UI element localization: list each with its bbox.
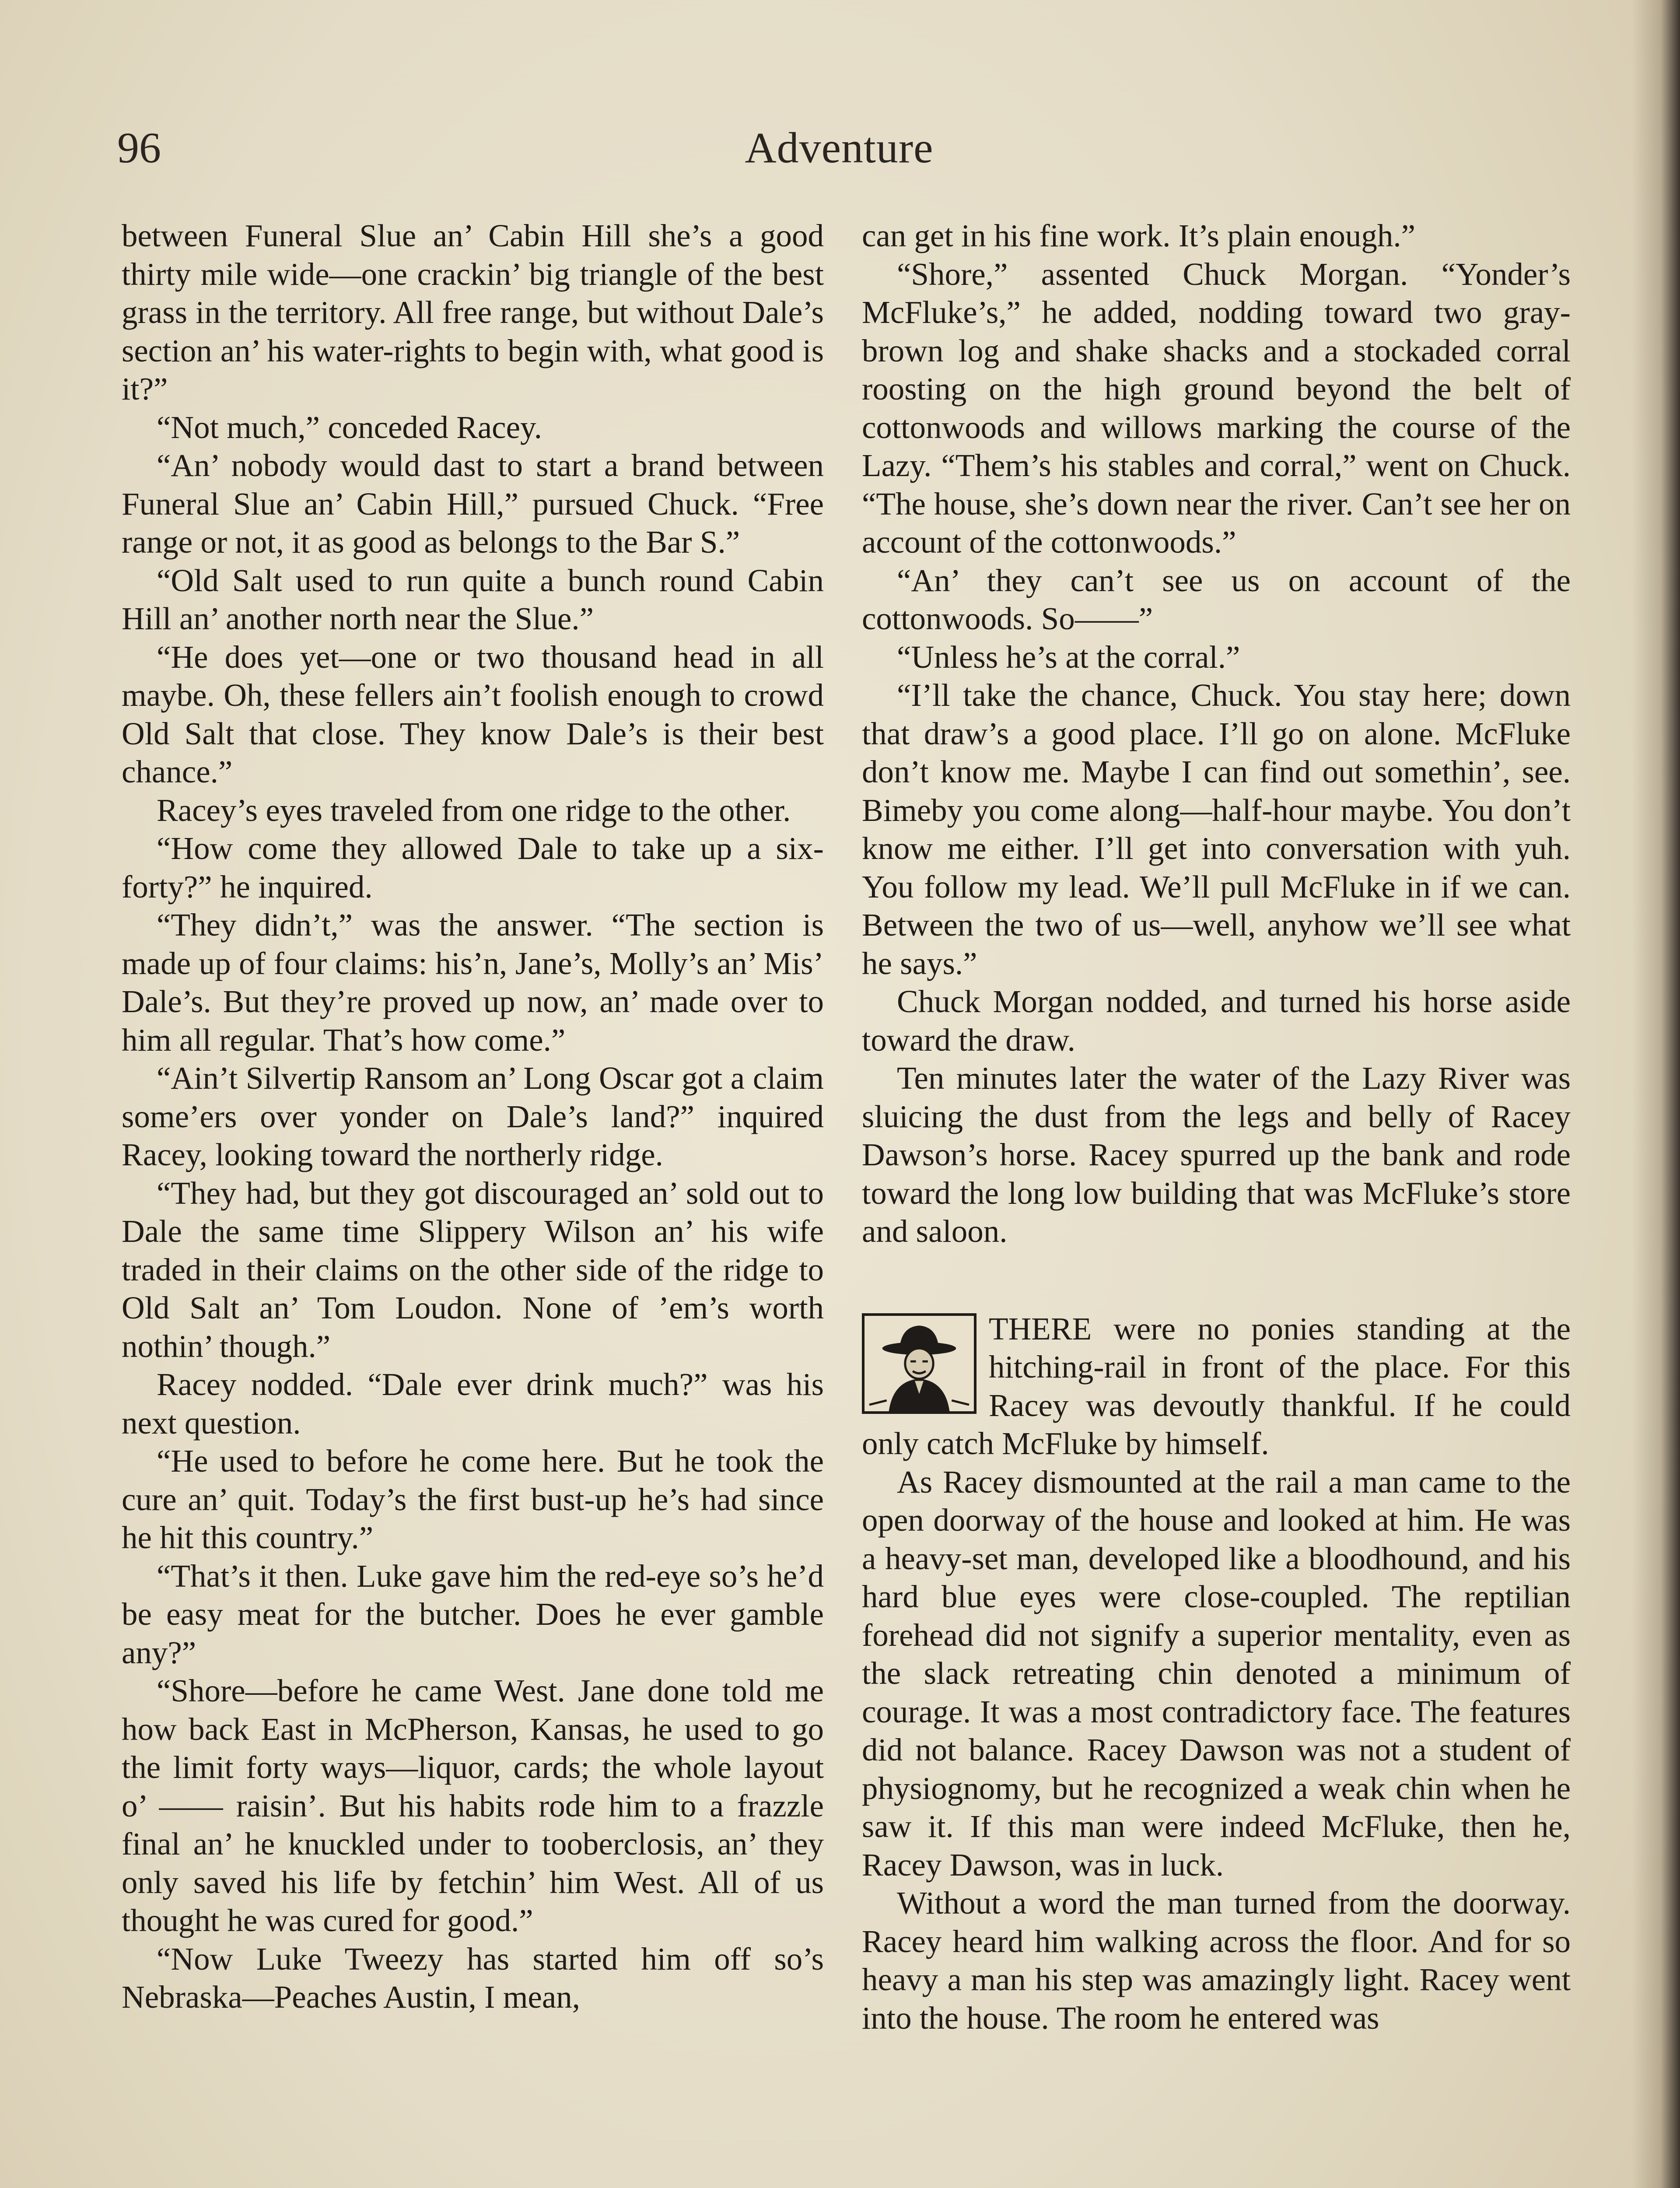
paragraph: “Old Salt used to run quite a bunch round Cabin Hill an’ another north near the Slue.” [122, 562, 824, 636]
paragraph: “An’ they can’t see us on account of the cottonwoods. So——” [862, 562, 1571, 636]
paragraph: “That’s it then. Luke gave him the red-eye so’s he’d be easy meat for the butcher. Does he ever gamble any?” [122, 1558, 824, 1670]
paragraph: “Ain’t Silvertip Ransom an’ Long Oscar got a claim some’ers over yonder on Dale’s land?” inquired Racey, looking toward the northerly ridge. [122, 1060, 824, 1172]
paragraph: “Unless he’s at the corral.” [897, 639, 1240, 675]
page-number: 96 [117, 123, 161, 172]
right-column-top-text [862, 217, 1571, 1251]
paragraph: Without a word the man turned from the doorway. Racey heard him walking across the floor. And for so heavy a man his step was amazingly light. Racey went into the house. The room he entered was [862, 1885, 1571, 2036]
paragraph: “Now Luke Tweezy has started him off so’s Nebraska—Peaches Austin, I mean, [122, 1941, 824, 2015]
section-break [862, 1251, 1571, 1310]
paragraph: “He does yet—one or two thousand head in all maybe. Oh, these fellers ain’t foolish enough to crowd Old Salt that close. They know Dale’s is their best chance.” [122, 639, 824, 789]
paragraph: Ten minutes later the water of the Lazy River was sluicing the dust from the legs and belly of Racey Dawson’s horse. Racey spurred up the bank and rode toward the long low building that was McFluke’s store and saloon. [862, 1060, 1571, 1249]
paragraph: “They had, but they got discouraged an’ sold out to Dale the same time Slippery Wilson an’ his wife traded in their claims on the other side of the ridge to Old Salt an’ Tom Loudon. None of ’em’s worth nothin’ though.” [122, 1175, 824, 1364]
paragraph: “How come they allowed Dale to take up a six-forty?” he inquired. [122, 831, 824, 905]
paragraph: Chuck Morgan nodded, and turned his horse aside toward the draw. [862, 984, 1571, 1058]
paragraph: Racey’s eyes traveled from one ridge to the other. [157, 792, 791, 828]
left-text-column [122, 217, 824, 2016]
dropcap-paragraph [862, 1310, 1571, 1463]
right-column-bottom-text [862, 1463, 1571, 2037]
paragraph: As Racey dismounted at the rail a man came to the open doorway of the house and looked at him. He was a heavy-set man, developed like a bloodhound, and his hard blue eyes were close-coupled. The reptilian forehead did not signify a superior mentality, even as the slack retreating chin denoted a minimum of courage. It was a most contradictory face. The features did not balance. Racey Dawson was not a student of physiognomy, but he recognized a weak chin when he saw it. If this man were indeed McFluke, then he, Racey Dawson, was in luck. [862, 1464, 1571, 1883]
paragraph: “They didn’t,” was the answer. “The section is made up of four claims: his’n, Jane’s, Molly’s an’ Mis’ Dale’s. But they’re proved up now, an’ made over to him all regular. That’s how come.” [122, 907, 824, 1058]
paragraph: “He used to before he come here. But he took the cure an’ quit. Today’s the first bust-up he’s had since he hit this country.” [122, 1443, 824, 1555]
paragraph: “Shore,” assented Chuck Morgan. “Yonder’s McFluke’s,” he added, nodding toward two gray-brown log and shake shacks and a stockaded corral roosting on the high ground beyond the belt of cottonwoods and willows marking the course of the Lazy. “Them’s his stables and corral,” went on Chuck. “The house, she’s down near the river. Can’t see her on account of the cottonwoods.” [862, 256, 1571, 560]
cowboy-vignette-icon [862, 1313, 976, 1414]
dropcap-text: THERE were no ponies standing at the hitching-rail in front of the place. For this Racey was devoutly thankful. If he could only catch McFluke by himself. [862, 1311, 1571, 1461]
paragraph: Racey nodded. “Dale ever drink much?” was his next question. [122, 1367, 824, 1441]
paragraph: between Funeral Slue an’ Cabin Hill she’s a good thirty mile wide—one crackin’ big triangle of the best grass in the territory. All free range, but without Dale’s section an’ his water-rights to begin with, what good is it?” [122, 218, 824, 407]
paragraph: “Shore—before he came West. Jane done told me how back East in McPherson, Kansas, he used to go the limit forty ways—liquor, cards; the whole layout o’ —— raisin’. But his habits rode him to a frazzle final an’ he knuckled under to tooberclosis, an’ they only saved his life by fetchin’ him West. All of us thought he was cured for good.” [122, 1673, 824, 1938]
page-header [117, 118, 1561, 179]
magazine-title: Adventure [745, 123, 934, 172]
paragraph: can get in his fine work. It’s plain enough.” [862, 218, 1416, 253]
right-text-column [862, 217, 1571, 2037]
page-edge-shadow [1632, 0, 1680, 2188]
paragraph: “I’ll take the chance, Chuck. You stay here; down that draw’s a good place. I’ll go on alone. McFluke don’t know me. Maybe I can find out somethin’, see. Bimeby you come along—half-hour maybe. You don’t know me either. I’ll get into conversation with yuh. You follow my lead. We’ll pull McFluke in if we can. Between the two of us—well, anyhow we’ll see what he says.” [862, 677, 1571, 981]
paragraph: “An’ nobody would dast to start a brand between Funeral Slue an’ Cabin Hill,” pursued Chuck. “Free range or not, it as good as belongs to the Bar S.” [122, 448, 824, 560]
paragraph: “Not much,” conceded Racey. [157, 409, 542, 445]
